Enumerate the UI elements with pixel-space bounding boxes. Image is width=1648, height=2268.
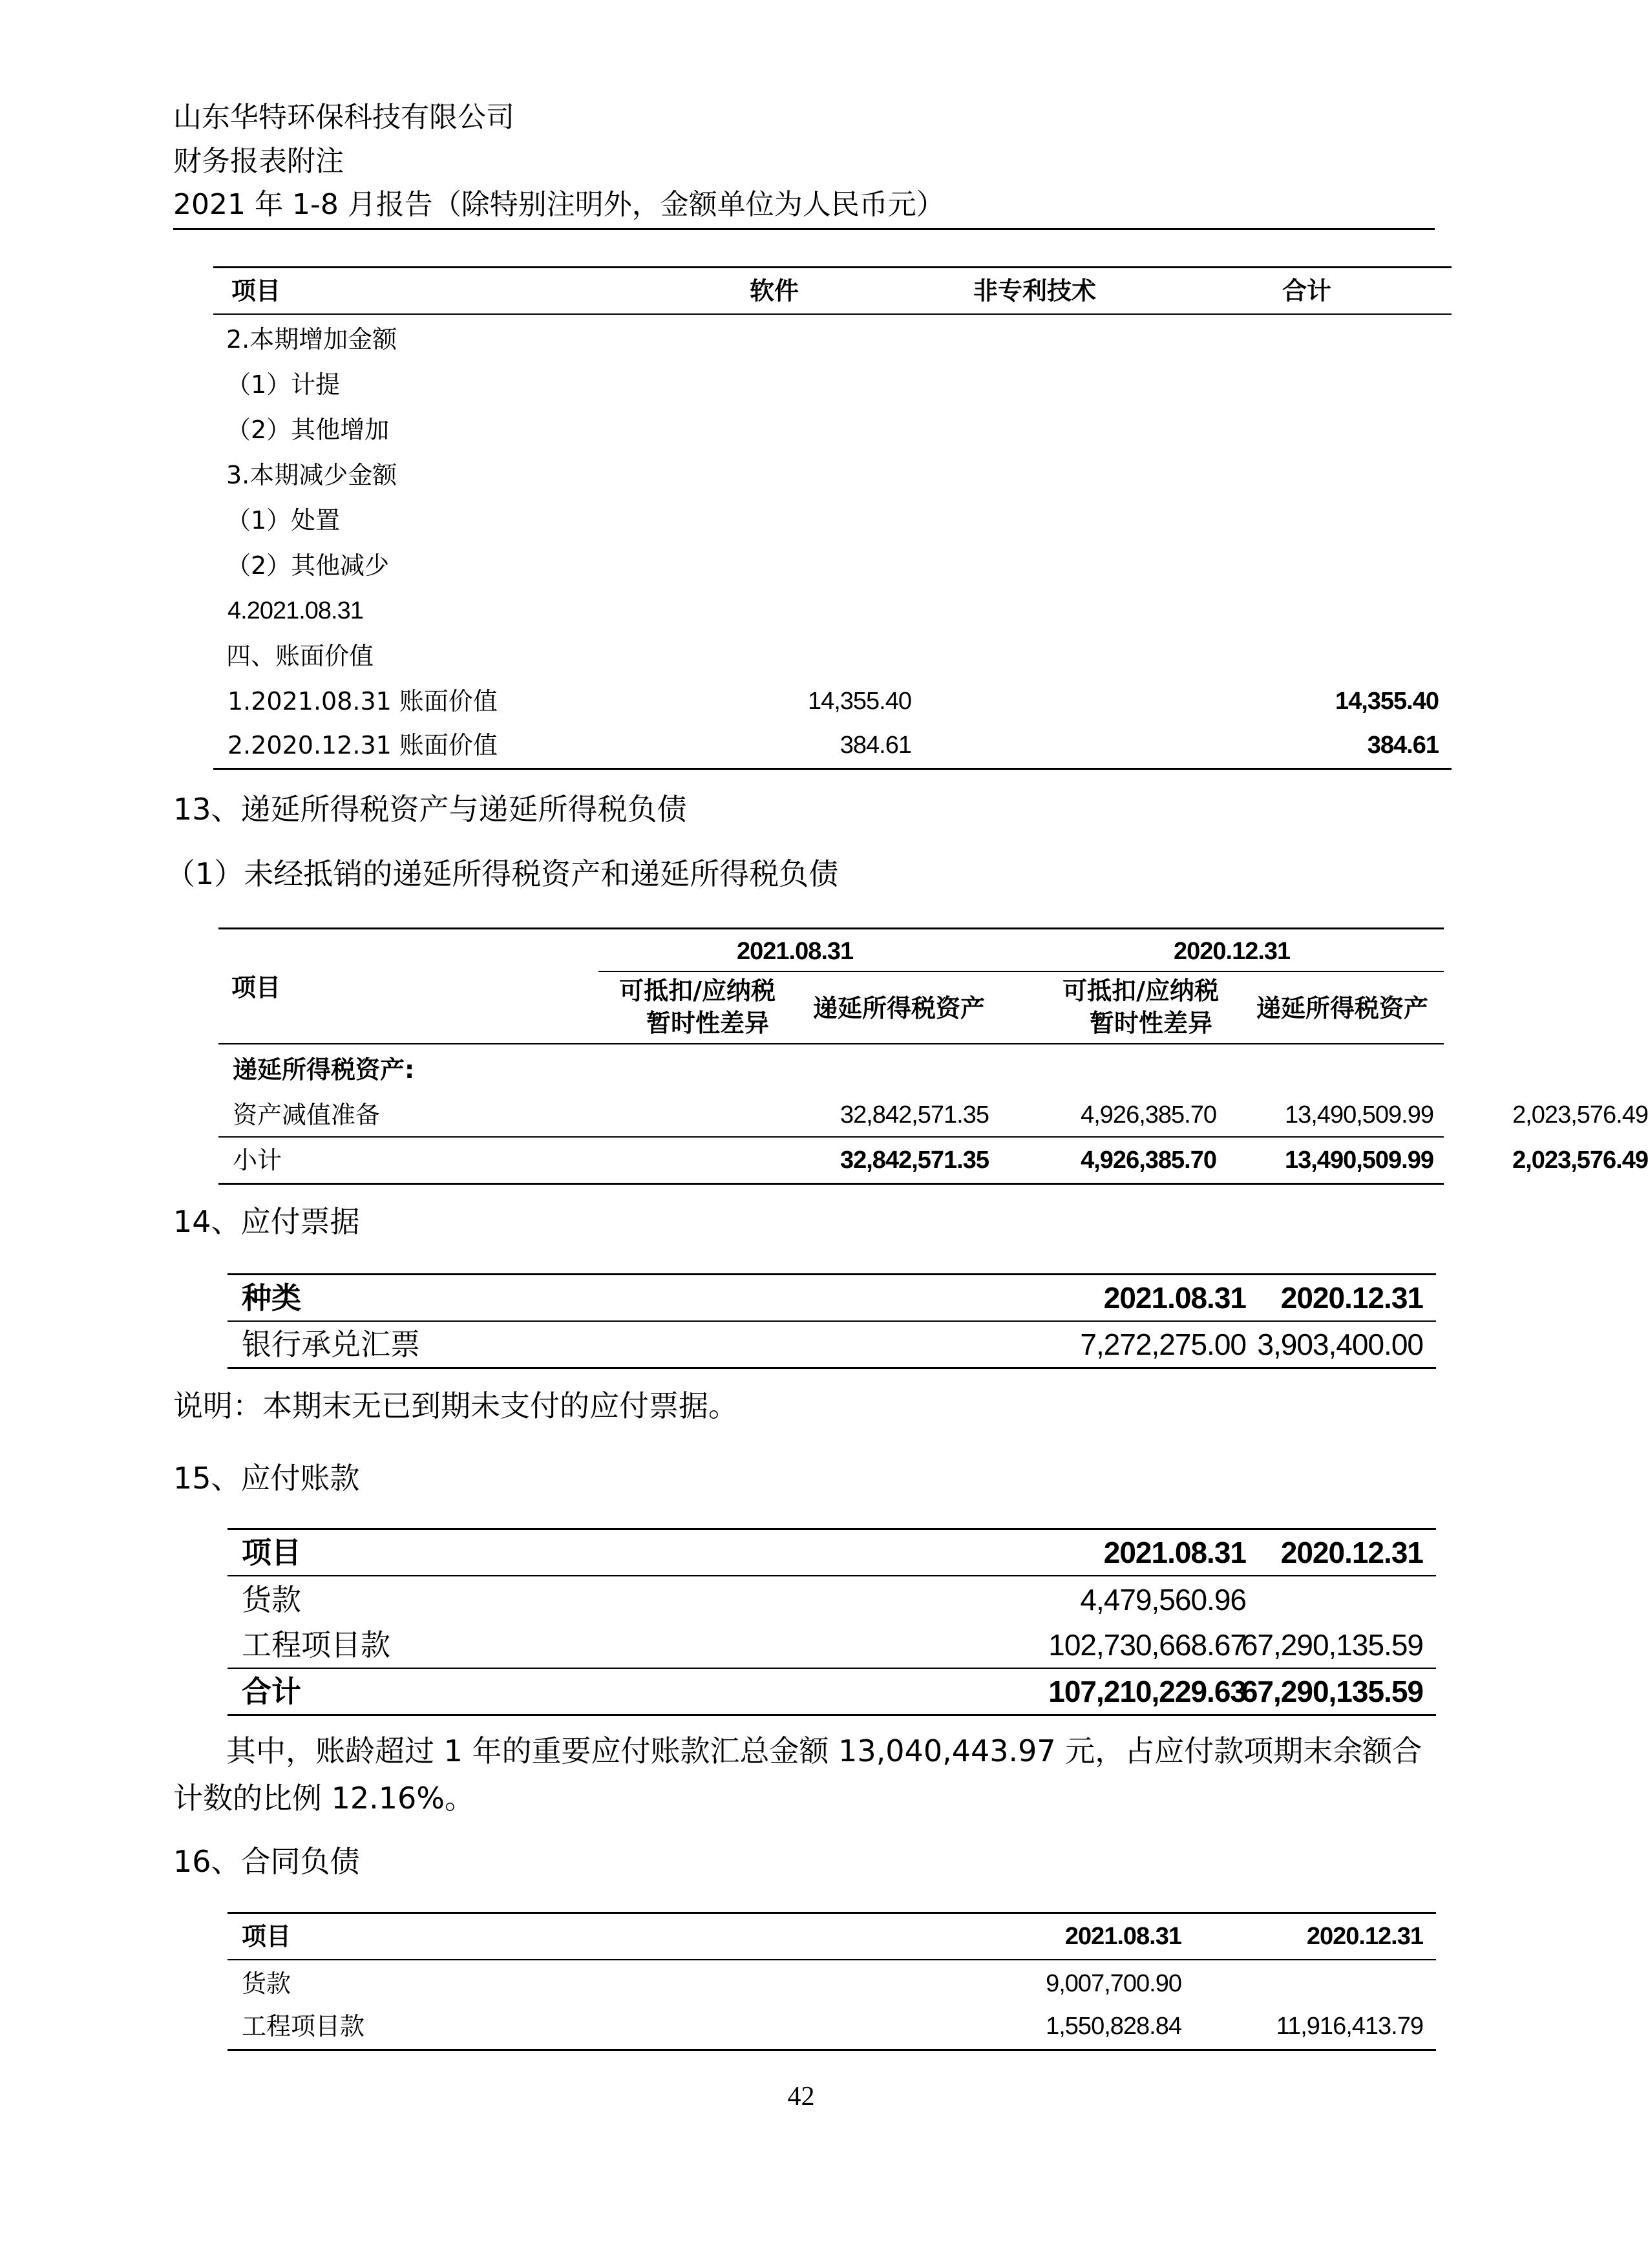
- table-row: [213, 407, 1452, 452]
- row-label: 工程项目款: [242, 1627, 390, 1662]
- total-row: [227, 1669, 1436, 1714]
- table-header-row: [227, 1530, 1436, 1575]
- subtotal-row: [218, 1138, 1648, 1183]
- value-2020: 3,903,400.00: [1257, 1328, 1423, 1361]
- value-2020: 11,916,413.79: [1276, 2013, 1423, 2040]
- total-label: 合计: [242, 1674, 301, 1709]
- column-header-software: 软件: [750, 277, 799, 305]
- table-row: [227, 1322, 1436, 1367]
- column-header-item: 项目: [231, 277, 281, 305]
- column-header-total: 合计: [1282, 277, 1332, 305]
- temp-diff-2021-value: 32,842,571.35: [840, 1101, 989, 1129]
- subtotal-temp-diff-2021: 32,842,571.35: [840, 1147, 989, 1174]
- table-header-row: [227, 1275, 1436, 1320]
- table-row: [213, 543, 1452, 588]
- group-label: 递延所得税资产:: [233, 1055, 415, 1084]
- table-header-row: [213, 268, 1452, 313]
- column-header-2021: 2021.08.31: [1103, 1536, 1246, 1569]
- row-label: （2）其他减少: [226, 551, 390, 580]
- row-label: 2.本期增加金额: [226, 325, 397, 354]
- value-2020: 67,290,135.59: [1241, 1628, 1423, 1662]
- table-header-rule: [218, 1043, 1444, 1044]
- section-16-heading: 16、合同负债: [173, 1844, 360, 1879]
- column-header-2021: 2021.08.31: [1103, 1281, 1246, 1315]
- subtotal-label: 小计: [233, 1146, 282, 1174]
- accounts-payable-note-line1: 其中，账龄超过 1 年的重要应付账款汇总金额 13,040,443.97 元，占应付款项期末余额合: [226, 1733, 1422, 1768]
- table-header-rule: [227, 1575, 1436, 1576]
- table-row: [227, 1622, 1436, 1668]
- period-header-rule: [598, 971, 1444, 972]
- subtotal-dta-2020: 2,023,576.49: [1512, 1147, 1648, 1174]
- total-value: 14,355.40: [1335, 688, 1439, 715]
- dta-2020-value: 2,023,576.49: [1512, 1101, 1648, 1129]
- period-header-2020: 2020.12.31: [1174, 938, 1291, 965]
- table-top-rule: [218, 927, 1444, 929]
- table-row: [227, 1577, 1436, 1622]
- row-label: （1）处置: [226, 506, 341, 535]
- table-bottom-rule: [227, 1714, 1436, 1716]
- total-value: 384.61: [1367, 732, 1439, 759]
- column-header-temp-diff-2020-line1: 可抵扣/应纳税: [1062, 977, 1219, 1005]
- table-row: [213, 452, 1452, 498]
- row-label: 4.2021.08.31: [227, 597, 363, 624]
- column-header-type: 种类: [242, 1280, 301, 1315]
- table-header-row: [227, 1914, 1436, 1959]
- section-13-subheading: （1）未经抵销的递延所得税资产和递延所得税负债: [165, 856, 839, 891]
- table-row: [213, 588, 1452, 633]
- company-name: 山东华特环保科技有限公司: [173, 101, 514, 134]
- value-2021: 102,730,668.67: [1048, 1628, 1246, 1662]
- page-number: 42: [787, 2082, 815, 2112]
- total-2020: 67,290,135.59: [1241, 1675, 1423, 1708]
- row-label: 2.2020.12.31 账面价值: [227, 731, 498, 759]
- table-row: [218, 1092, 1648, 1138]
- document-title: 财务报表附注: [173, 145, 344, 178]
- row-label: （2）其他增加: [226, 416, 390, 444]
- table-row: [227, 2004, 1436, 2049]
- column-header-dta-2020: 递延所得税资产: [1256, 994, 1429, 1023]
- software-value: 384.61: [840, 732, 911, 759]
- temp-diff-2020-value: 13,490,509.99: [1284, 1101, 1433, 1129]
- notes-payable-note: 说明：本期末无已到期未支付的应付票据。: [173, 1388, 738, 1423]
- row-label: 货款: [242, 1582, 301, 1617]
- column-header-temp-diff-2020-line2: 暂时性差异: [1089, 1009, 1212, 1037]
- column-header-item: 项目: [242, 1922, 291, 1951]
- software-value: 14,355.40: [807, 688, 911, 715]
- period-note: 2021 年 1-8 月报告（除特别注明外，金额单位为人民币元）: [173, 188, 945, 221]
- row-label: 货款: [242, 1969, 291, 1998]
- period-header-2021: 2021.08.31: [737, 938, 854, 965]
- section-13-heading: 13、递延所得税资产与递延所得税负债: [173, 792, 687, 827]
- row-label: （1）计提: [226, 370, 341, 399]
- table-row: [213, 498, 1452, 543]
- row-label: 3.本期减少金额: [226, 461, 397, 489]
- header-rule: [173, 228, 1435, 230]
- table-row: [213, 723, 1452, 768]
- table-row: [213, 362, 1452, 407]
- column-header-2020: 2020.12.31: [1280, 1281, 1423, 1315]
- table-row: [227, 1961, 1436, 2006]
- column-header-tech: 非专利技术: [973, 277, 1097, 305]
- section-14-heading: 14、应付票据: [173, 1204, 360, 1239]
- value-2021: 9,007,700.90: [1046, 1970, 1181, 1997]
- row-label: 四、账面价值: [226, 642, 374, 670]
- row-label: 工程项目款: [242, 2012, 365, 2040]
- table-header-rule: [227, 1959, 1436, 1960]
- table-bottom-rule: [213, 768, 1452, 770]
- subtotal-dta-2021: 4,926,385.70: [1081, 1147, 1216, 1174]
- table-header-rule: [213, 313, 1452, 315]
- column-header-2021: 2021.08.31: [1064, 1923, 1181, 1950]
- dta-2021-value: 4,926,385.70: [1081, 1101, 1216, 1129]
- accounts-payable-note-line2: 计数的比例 12.16%。: [173, 1781, 475, 1816]
- table-bottom-rule: [218, 1183, 1444, 1185]
- column-header-temp-diff-2021-line2: 暂时性差异: [646, 1009, 769, 1037]
- subtotal-temp-diff-2020: 13,490,509.99: [1284, 1147, 1433, 1174]
- column-header-temp-diff-2021-line1: 可抵扣/应纳税: [619, 977, 776, 1005]
- row-label: 银行承兑汇票: [242, 1327, 420, 1362]
- value-2021: 4,479,560.96: [1080, 1583, 1246, 1616]
- table-row: [213, 317, 1452, 362]
- value-2021: 7,272,275.00: [1080, 1328, 1246, 1361]
- row-label: 资产减值准备: [233, 1101, 381, 1129]
- table-row: [213, 679, 1452, 724]
- table-group-row: [218, 1047, 1444, 1092]
- section-15-heading: 15、应付账款: [173, 1461, 360, 1496]
- table-bottom-rule: [227, 1367, 1436, 1369]
- column-header-2020: 2020.12.31: [1280, 1536, 1423, 1569]
- column-header-item: 项目: [242, 1535, 301, 1570]
- row-label: 1.2021.08.31 账面价值: [227, 687, 498, 715]
- total-2021: 107,210,229.63: [1048, 1675, 1246, 1708]
- table-bottom-rule: [227, 2049, 1436, 2051]
- value-2021: 1,550,828.84: [1046, 2013, 1181, 2040]
- column-header-item: 项目: [231, 973, 281, 1002]
- table-row: [213, 633, 1452, 679]
- column-header-2020: 2020.12.31: [1306, 1923, 1423, 1950]
- column-header-dta-2021: 递延所得税资产: [813, 994, 986, 1023]
